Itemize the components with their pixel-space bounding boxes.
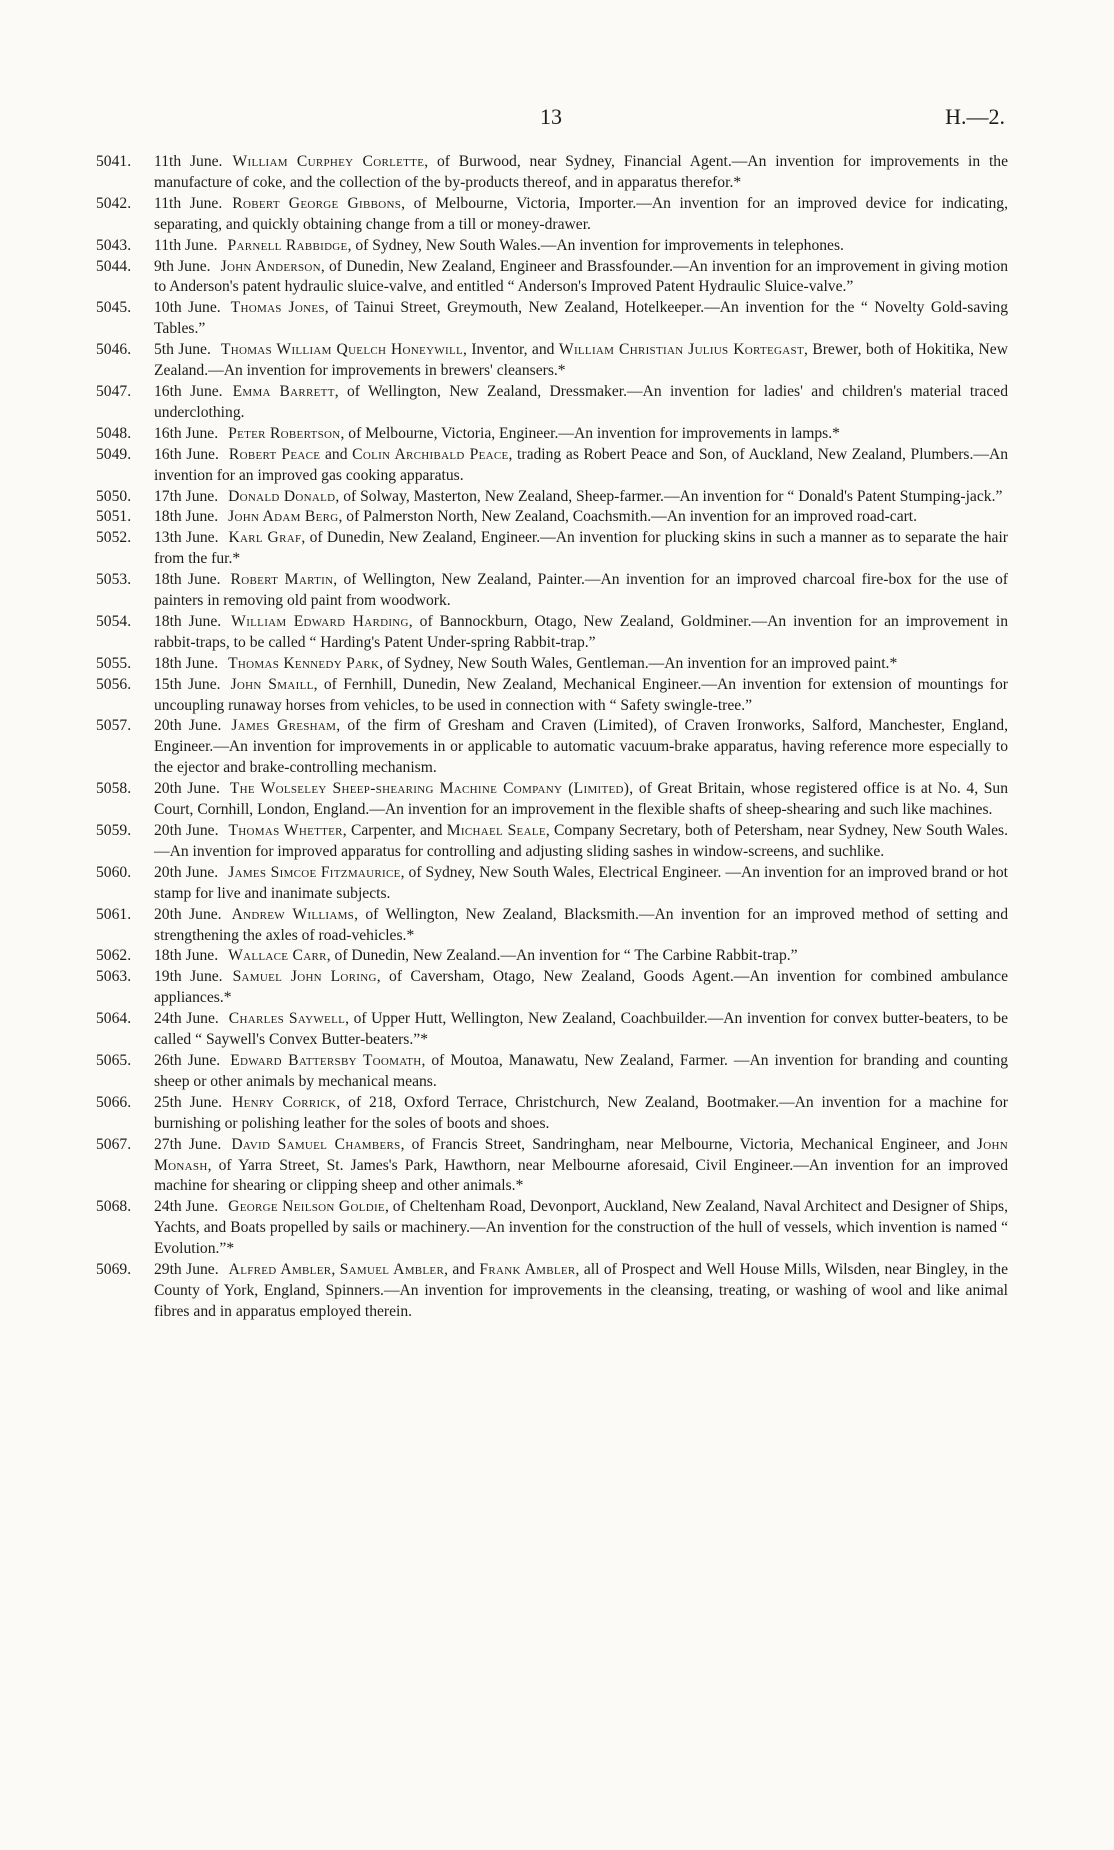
applicant-name: Samuel John Loring <box>232 968 377 986</box>
entry-date: 10th June. <box>154 299 221 317</box>
patent-entry <box>96 298 1008 340</box>
applicant-name: Andrew Williams <box>231 905 355 923</box>
applicant-name: James Gresham <box>231 717 337 735</box>
entry-number: 5066. <box>96 1093 132 1111</box>
entry-text: , of Great Britain, whose registered office is at No. 4, Sun Court, Cornhill, London, England.—An invention for an improvement in the flexible shafts of sheep-shearing and such like machines. <box>154 780 1008 819</box>
entry-text: , of Dunedin, New Zealand.—An invention for “ The Carbine Rabbit-trap.” <box>326 947 798 965</box>
series-code: H.—2. <box>945 104 1005 129</box>
patent-entry <box>96 194 1008 236</box>
entry-text: , of Melbourne, Victoria, Importer.—An invention for an improved device for indicating, separating, and quickly obtaining change from a till or money-drawer. <box>154 194 1009 233</box>
entry-number: 5053. <box>96 571 132 589</box>
entry-text: , of Tainui Street, Greymouth, New Zealand, Hotelkeeper.—An invention for the “ Novelty Gold-saving Tables.” <box>154 299 1008 338</box>
applicant-name: William Edward Harding <box>231 612 409 630</box>
page-number: 13 <box>540 104 562 129</box>
applicant-name: Robert Peace <box>228 445 321 463</box>
entry-text: , of Sydney, New South Wales.—An invention for improvements in telephones. <box>347 236 844 254</box>
entry-text: , trading as Robert Peace and Son, of Auckland, New Zealand, Plumbers.—An invention for an improved gas cooking apparatus. <box>154 445 1009 484</box>
entry-text: , of Wellington, New Zealand, Blacksmith.—An invention for an improved method of setting and strengthening the axles of road-vehicles.* <box>154 905 1008 944</box>
patent-entry <box>96 1260 1008 1323</box>
entry-date: 16th June. <box>154 382 223 400</box>
patent-entry <box>96 570 1008 612</box>
applicant-name: Wallace Carr <box>228 947 327 965</box>
applicant-name: Emma Barrett <box>232 382 335 400</box>
entry-date: 26th June. <box>154 1051 221 1069</box>
entry-date: 24th June. <box>154 1010 219 1028</box>
entry-text: , of Caversham, Otago, New Zealand, Goods Agent.—An invention for combined ambulance appliances.* <box>154 968 1008 1007</box>
entry-number: 5056. <box>96 675 132 693</box>
entry-date: 18th June. <box>154 654 219 672</box>
patent-entry <box>96 487 1008 508</box>
entry-text: , of Sydney, New South Wales, Gentleman.—An invention for an improved paint.* <box>379 654 898 672</box>
entry-date: 19th June. <box>154 968 223 986</box>
entry-date: 15th June. <box>154 675 221 693</box>
entry-date: 18th June. <box>154 571 221 589</box>
applicant-name: Karl Graf <box>228 529 302 547</box>
entry-number: 5047. <box>96 382 132 400</box>
patent-entry <box>96 967 1008 1009</box>
entry-number: 5051. <box>96 508 132 526</box>
entry-date: 20th June. <box>154 780 220 798</box>
patent-entry <box>96 863 1008 905</box>
patent-entry <box>96 507 1008 528</box>
entry-number: 5048. <box>96 424 132 442</box>
entry-number: 5057. <box>96 717 132 735</box>
page-header <box>0 104 1114 134</box>
patent-entry <box>96 424 1008 445</box>
entry-text: , Brewer, both of Hokitika, New Zealand.—An invention for improvements in brewers' cleansers.* <box>154 341 1008 380</box>
entry-number: 5064. <box>96 1010 132 1028</box>
entry-text: , of Yarra Street, St. James's Park, Hawthorn, near Melbourne aforesaid, Civil Engineer.—An invention for an improved machine for shearing or clipping sheep and other animals.* <box>154 1156 1008 1195</box>
entry-number: 5052. <box>96 529 132 547</box>
entry-number: 5045. <box>96 299 132 317</box>
entry-text: , <box>331 1261 340 1279</box>
entry-text: , of Francis Street, Sandringham, near Melbourne, Victoria, Mechanical Engineer, and <box>400 1135 977 1153</box>
applicant-name: William Curphey Corlette <box>232 153 425 170</box>
entry-date: 17th June. <box>154 487 219 505</box>
entry-date: 25th June. <box>154 1093 223 1111</box>
entry-text: , of the firm of Gresham and Craven (Limited), of Craven Ironworks, Salford, Manchester, England, Engineer.—An invention for improvements in or applicable to automatic vacuum-brake apparatus, having reference more especially to the ejector and brake-controlling mechanism. <box>154 717 1008 777</box>
patent-entry <box>96 152 1008 194</box>
patent-entry <box>96 612 1008 654</box>
applicant-name: Thomas Jones <box>230 299 325 317</box>
patent-entry <box>96 779 1008 821</box>
entry-text: , and <box>444 1261 480 1279</box>
entry-number: 5042. <box>96 194 132 212</box>
applicant-name: Frank Ambler <box>479 1261 576 1279</box>
applicant-name: Donald Donald <box>228 487 336 505</box>
entry-number: 5041. <box>96 153 132 170</box>
entry-date: 29th June. <box>154 1261 219 1279</box>
entry-date: 11th June. <box>154 194 223 212</box>
entry-number: 5060. <box>96 863 132 881</box>
applicant-name: Parnell Rabbidge <box>227 236 348 254</box>
patent-entry <box>96 821 1008 863</box>
applicant-name: Thomas Kennedy Park <box>228 654 380 672</box>
applicant-name: John Adam Berg <box>228 508 339 526</box>
entry-date: 24th June. <box>154 1198 219 1216</box>
patent-entry <box>96 257 1008 299</box>
entry-text: , of Fernhill, Dunedin, New Zealand, Mechanical Engineer.—An invention for extension of mountings for uncoupling runaway horses from vehicles, to be used in connection with “ Safety swingle-tree.” <box>154 675 1008 714</box>
applicant-name: James Simcoe Fitzmaurice <box>228 863 401 881</box>
patent-entry <box>96 1051 1008 1093</box>
entry-text: and <box>320 445 353 463</box>
patent-entry <box>96 946 1008 967</box>
patent-entry <box>96 905 1008 947</box>
entry-number: 5068. <box>96 1198 132 1216</box>
entry-text: , of Dunedin, New Zealand, Engineer and Brassfounder.—An invention for an improvement in giving motion to Anderson's patent hydraulic sluice-valve, and entitled “ Anderson's Improved Patent Hydraulic Sluice-valve.” <box>154 257 1008 296</box>
applicant-name: John Smaill <box>230 675 314 693</box>
entry-text: , Carpenter, and <box>342 822 447 839</box>
entry-text: , of Dunedin, New Zealand, Engineer.—An invention for plucking skins in such a manner as to separate the hair from the fur.* <box>154 529 1008 568</box>
entry-text: , of Palmerston North, New Zealand, Coachsmith.—An invention for an improved road-cart. <box>338 508 918 526</box>
applicant-name: Henry Corrick <box>232 1093 337 1111</box>
applicant-name: George Neilson Goldie <box>228 1198 385 1216</box>
entry-date: 16th June. <box>154 445 219 463</box>
entry-date: 9th June. <box>154 257 211 275</box>
entry-number: 5043. <box>96 236 132 254</box>
entry-number: 5044. <box>96 257 132 275</box>
patent-entry <box>96 382 1008 424</box>
applicant-name: Alfred Ambler <box>228 1261 332 1279</box>
entry-number: 5062. <box>96 947 132 965</box>
entry-date: 20th June. <box>154 905 222 923</box>
patent-entry <box>96 1009 1008 1051</box>
applicant-name: William Christian Julius Kortegast <box>558 341 804 359</box>
entry-text: , Company Secretary, both of Petersham, near Sydney, New South Wales.—An invention for improved apparatus for controlling and adjusting sliding sashes in window-screens, and suchlike. <box>154 822 1009 860</box>
entry-date: 20th June. <box>154 822 219 839</box>
entry-text: , all of Prospect and Well House Mills, Wilsden, near Bingley, in the County of York, England, Spinners.—An invention for improvements in the cleansing, treating, or washing of wool and like animal fibres and in apparatus employed therein. <box>154 1261 1009 1320</box>
applicant-name: Robert George Gibbons <box>232 194 402 212</box>
patent-entry <box>96 716 1008 779</box>
entry-date: 13th June. <box>154 529 219 547</box>
entry-date: 16th June. <box>154 424 219 442</box>
entry-date: 27th June. <box>154 1135 222 1153</box>
entry-number: 5055. <box>96 654 132 672</box>
entry-date: 20th June. <box>154 717 222 735</box>
patent-entry <box>96 1093 1008 1135</box>
applicant-name: Thomas Whetter <box>228 822 343 839</box>
entry-text: , of Burwood, near Sydney, Financial Agent.—An invention for improvements in the manufacture of coke, and the collection of the by-products thereof, and in apparatus therefor.* <box>154 153 1009 191</box>
applicant-name: Robert Martin <box>230 571 334 589</box>
entry-number: 5067. <box>96 1135 132 1153</box>
entry-date: 18th June. <box>154 612 222 630</box>
applicant-name: Samuel Ambler <box>339 1261 445 1279</box>
entry-text: , of Melbourne, Victoria, Engineer.—An invention for improvements in lamps.* <box>340 424 840 442</box>
entry-text: , of Wellington, New Zealand, Painter.—An invention for an improved charcoal fire-box for the use of painters in removing old paint from woodwork. <box>154 571 1008 610</box>
entry-number: 5058. <box>96 780 132 798</box>
entry-number: 5063. <box>96 968 132 986</box>
entry-text: , Inventor, and <box>463 341 559 359</box>
applicant-name: David Samuel Chambers <box>231 1135 401 1153</box>
entry-number: 5065. <box>96 1051 132 1069</box>
entry-text: , of Wellington, New Zealand, Dressmaker.—An invention for ladies' and children's material traced underclothing. <box>154 382 1008 421</box>
entry-text: , of Solway, Masterton, New Zealand, Sheep-farmer.—An invention for “ Donald's Patent Stumping-jack.” <box>335 487 1003 505</box>
applicant-name: The Wolseley Sheep-shearing Machine Company (Limited) <box>229 780 630 798</box>
patent-entry <box>96 1135 1008 1198</box>
entry-date: 18th June. <box>154 947 219 965</box>
entry-number: 5050. <box>96 487 132 505</box>
applicant-name: Michael Seale <box>446 822 546 839</box>
entry-number: 5046. <box>96 341 132 359</box>
entry-date: 11th June. <box>154 236 218 254</box>
applicant-name: Colin Archibald Peace <box>352 445 509 463</box>
entry-date: 5th June. <box>154 341 211 359</box>
patent-entry <box>96 340 1008 382</box>
entry-text: , of 218, Oxford Terrace, Christchurch, New Zealand, Bootmaker.—An invention for a machine for burnishing or polishing leather for the soles of boots and shoes. <box>154 1093 1008 1132</box>
entry-text: , of Upper Hutt, Wellington, New Zealand, Coachbuilder.—An invention for convex butter-beaters, to be called “ Saywell's Convex Butter-beaters.”* <box>154 1010 1008 1049</box>
entry-text: , of Moutoa, Manawatu, New Zealand, Farmer. —An invention for branding and counting sheep or other animals by mechanical means. <box>154 1051 1009 1090</box>
entry-number: 5061. <box>96 905 132 923</box>
applicant-name: Charles Saywell <box>228 1010 346 1028</box>
applicant-name: Thomas William Quelch Honeywill <box>220 341 463 359</box>
entry-number: 5049. <box>96 445 132 463</box>
patent-entry <box>96 445 1008 487</box>
entry-date: 11th June. <box>154 153 223 170</box>
entry-text: , of Bannockburn, Otago, New Zealand, Goldminer.—An invention for an improvement in rabbit-traps, to be called “ Harding's Patent Under-spring Rabbit-trap.” <box>154 612 1009 651</box>
applicant-name: John Monash <box>154 1135 1008 1174</box>
patent-entries-list <box>96 152 1008 1323</box>
patent-entry <box>96 528 1008 570</box>
patent-entry <box>96 654 1008 675</box>
patent-entry <box>96 675 1008 717</box>
entry-number: 5059. <box>96 822 132 839</box>
entry-date: 20th June. <box>154 863 219 881</box>
applicant-name: Edward Battersby Toomath <box>230 1051 422 1069</box>
entry-text: , of Sydney, New South Wales, Electrical Engineer. —An invention for an improved brand or hot stamp for live and inanimate subjects. <box>154 863 1008 902</box>
applicant-name: John Anderson <box>220 257 321 275</box>
patent-entry <box>96 1197 1008 1260</box>
entry-text: , of Cheltenham Road, Devonport, Auckland, New Zealand, Naval Architect and Designer of Ships, Yachts, and Boats propelled by sails or machinery.—An invention for the construction of the hull of vessels, which invention is named “ Evolution.”* <box>154 1198 1008 1258</box>
entry-number: 5054. <box>96 612 132 630</box>
applicant-name: Peter Robertson <box>228 424 341 442</box>
entry-date: 18th June. <box>154 508 219 526</box>
entry-number: 5069. <box>96 1261 132 1279</box>
patent-entry <box>96 236 1008 257</box>
